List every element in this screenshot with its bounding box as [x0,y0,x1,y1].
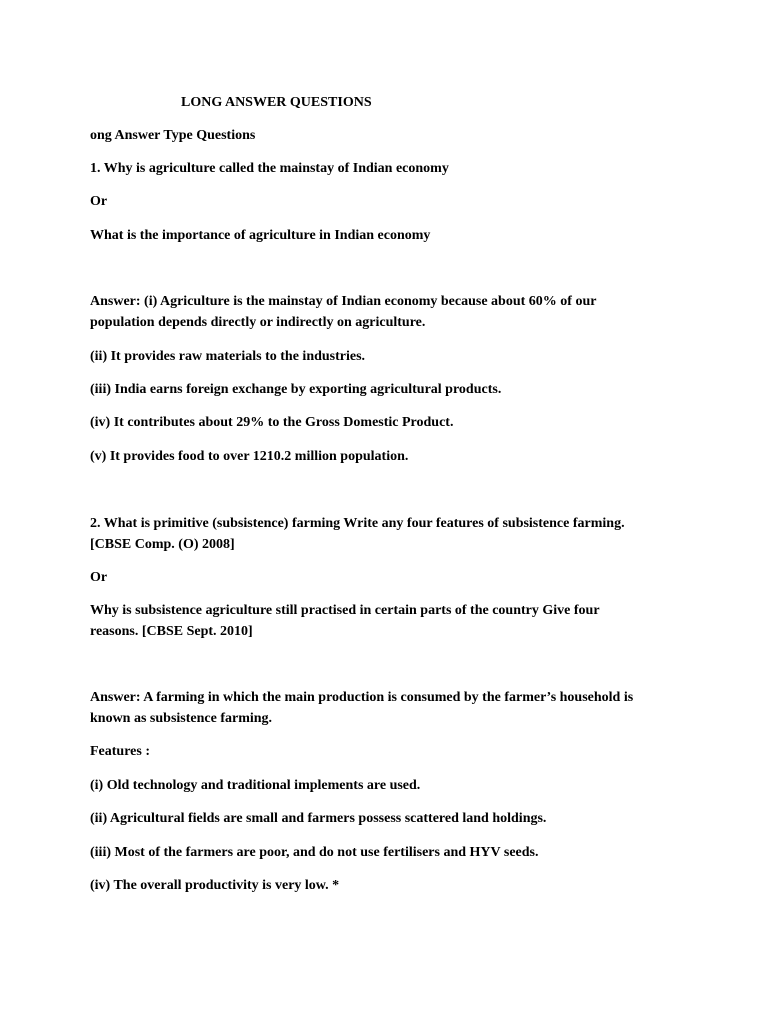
question-2-alternate-line-2: reasons. [CBSE Sept. 2010] [90,624,253,639]
feature-point-iv: (iv) The overall productivity is very low. * [90,878,340,893]
question-2-alternate-line-1: Why is subsistence agriculture still practised in certain parts of the country Give four [90,603,600,618]
answer-1-line-1: Answer: (i) Agriculture is the mainstay of Indian economy because about 60% of our [90,294,597,309]
page-title: LONG ANSWER QUESTIONS [181,95,372,110]
question-2-line-2: [CBSE Comp. (O) 2008] [90,537,235,552]
feature-point-ii: (ii) Agricultural fields are small and farmers possess scattered land holdings. [90,811,547,826]
answer-1-point-iv: (iv) It contributes about 29% to the Gross Domestic Product. [90,415,454,430]
answer-2-line-1: Answer: A farming in which the main production is consumed by the farmer’s household is [90,690,634,705]
feature-point-i: (i) Old technology and traditional implements are used. [90,778,421,793]
feature-point-iii: (iii) Most of the farmers are poor, and do not use fertilisers and HYV seeds. [90,845,539,860]
section-subtitle: ong Answer Type Questions [90,128,256,143]
features-label: Features : [90,744,150,759]
question-2-line-1: 2. What is primitive (subsistence) farming Write any four features of subsistence farming. [90,516,625,531]
question-2-or: Or [90,570,108,585]
answer-1-line-2: population depends directly or indirectly on agriculture. [90,315,426,330]
question-1-or: Or [90,194,108,209]
answer-1-point-ii: (ii) It provides raw materials to the industries. [90,349,366,364]
question-1: 1. Why is agriculture called the mainstay of Indian economy [90,161,449,176]
answer-2-line-2: known as subsistence farming. [90,711,273,726]
answer-1-point-v: (v) It provides food to over 1210.2 million population. [90,449,409,464]
answer-1-point-iii: (iii) India earns foreign exchange by exporting agricultural products. [90,382,502,397]
question-1-alternate: What is the importance of agriculture in Indian economy [90,228,431,243]
